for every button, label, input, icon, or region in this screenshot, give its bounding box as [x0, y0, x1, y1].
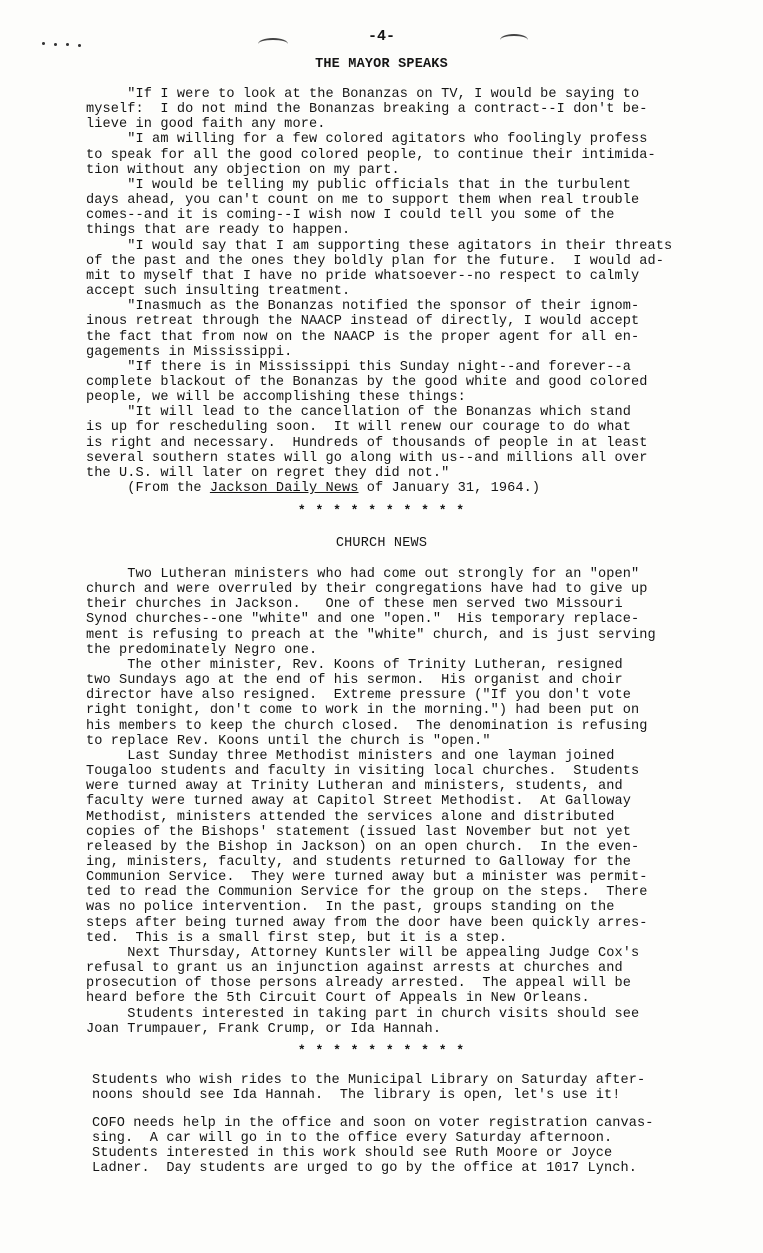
- text-line: released by the Bishop in Jackson) on an open church. In the even-: [86, 839, 640, 855]
- text-line: were turned away at Trinity Lutheran and ministers, students, and: [86, 779, 623, 795]
- text-line: was no police intervention. In the past, groups standing on the: [86, 900, 615, 916]
- text-line: refusal to grant us an injunction against arrests at churches and: [86, 961, 623, 977]
- text-line: "I would be telling my public officials that in the turbulent: [86, 177, 631, 193]
- text-line: things that are ready to happen.: [86, 223, 351, 239]
- text-line: comes--and it is coming--I wish now I could tell you some of the: [86, 208, 615, 224]
- section-separator: * * * * * * * * * *: [297, 1043, 466, 1058]
- text-line: days ahead, you can't count on me to support them when real trouble: [86, 193, 640, 209]
- text-line: ted. This is a small first step, but it is a step.: [86, 930, 508, 946]
- text-line: is right and necessary. Hundreds of thousands of people in at least: [86, 435, 648, 451]
- mayor-source-line: [86, 481, 540, 496]
- text-line: ing, ministers, faculty, and students returned to Galloway for the: [86, 854, 631, 870]
- text-line: Communion Service. They were turned away but a minister was permit-: [86, 870, 648, 886]
- text-line: lieve in good faith any more.: [86, 117, 326, 133]
- text-line: "I would say that I am supporting these agitators in their threats: [86, 238, 673, 254]
- text-line: the U.S. will later on regret they did not.": [86, 465, 450, 481]
- text-line: The other minister, Rev. Koons of Trinity Lutheran, resigned: [86, 657, 623, 673]
- text-line: of the past and the ones they boldly plan for the future. I would ad-: [86, 253, 665, 269]
- text-line: the predominately Negro one.: [86, 642, 318, 658]
- text-line: inous retreat through the NAACP instead of directly, I would accept: [86, 314, 640, 330]
- text-line: Synod churches--one "white" and one "open." His temporary replace-: [86, 612, 640, 628]
- text-line: Ladner. Day students are urged to go by the office at 1017 Lynch.: [92, 1161, 637, 1177]
- cofo-notice: [92, 1116, 654, 1177]
- text-line: COFO needs help in the office and soon on voter registration canvas-: [92, 1116, 654, 1131]
- library-notice: [92, 1073, 645, 1103]
- text-line: church and were overruled by their congregations have had to give up: [86, 582, 648, 598]
- text-line: Students interested in this work should see Ruth Moore or Joyce: [92, 1146, 613, 1162]
- text-line: myself: I do not mind the Bonanzas breaking a contract--I don't be-: [86, 102, 648, 118]
- section-heading-mayor: THE MAYOR SPEAKS: [315, 57, 448, 72]
- text-line: Two Lutheran ministers who had come out strongly for an "open": [86, 567, 640, 582]
- section-separator: * * * * * * * * * *: [297, 503, 466, 518]
- church-article: [86, 567, 656, 1037]
- text-line: sing. A car will go in to the office every Saturday afternoon.: [92, 1131, 613, 1147]
- text-line: complete blackout of the Bonanzas by the good white and good colored: [86, 374, 648, 390]
- section-heading-church: CHURCH NEWS: [335, 536, 428, 551]
- text-line: director have also resigned. Extreme pressure ("If you don't vote: [86, 688, 631, 704]
- text-line: faculty were turned away at Capitol Street Methodist. At Galloway: [86, 794, 631, 810]
- source-suffix: of January 31, 1964.): [358, 481, 541, 496]
- text-line: "It will lead to the cancellation of the Bonanzas which stand: [86, 405, 631, 421]
- text-line: accept such insulting treatment.: [86, 284, 351, 300]
- text-line: the fact that from now on the NAACP is the proper agent for all en-: [86, 329, 640, 345]
- text-line: heard before the 5th Circuit Court of Appeals in New Orleans.: [86, 991, 590, 1007]
- text-line: tion without any objection on my part.: [86, 162, 400, 178]
- text-line: Students who wish rides to the Municipal Library on Saturday after-: [92, 1073, 646, 1088]
- text-line: Next Thursday, Attorney Kuntsler will be appealing Judge Cox's: [86, 945, 640, 961]
- page-number: -4-: [367, 28, 395, 45]
- text-line: to replace Rev. Koons until the church is "open.": [86, 733, 491, 749]
- text-line: his members to keep the church closed. The denomination is refusing: [86, 718, 648, 734]
- text-line: "Inasmuch as the Bonanzas notified the sponsor of their ignom-: [86, 299, 640, 315]
- source-newspaper: Jackson Daily News: [209, 481, 359, 496]
- text-line: two Sundays ago at the end of his sermon. His organist and choir: [86, 673, 623, 689]
- text-line: noons should see Ida Hannah. The library is open, let's use it!: [92, 1088, 621, 1104]
- text-line: "If there is in Mississippi this Sunday night--and forever--a: [86, 359, 631, 375]
- text-line: mit to myself that I have no pride whatsoever--no respect to calmly: [86, 268, 640, 284]
- text-line: Joan Trumpauer, Frank Crump, or Ida Hannah.: [86, 1021, 442, 1037]
- text-line: "If I were to look at the Bonanzas on TV, I would be saying to: [86, 87, 640, 102]
- text-line: gagements in Mississippi.: [86, 344, 293, 360]
- text-line: Students interested in taking part in church visits should see: [86, 1006, 640, 1022]
- text-line: right tonight, don't come to work in the morning.") had been put on: [86, 703, 640, 719]
- text-line: is up for rescheduling soon. It will renew our courage to do what: [86, 420, 631, 436]
- text-line: steps after being turned away from the door have been quickly arres-: [86, 915, 648, 931]
- text-line: people, we will be accomplishing these things:: [86, 390, 466, 406]
- text-line: several southern states will go along with us--and millions all over: [86, 450, 648, 466]
- text-line: prosecution of those persons already arrested. The appeal will be: [86, 976, 631, 992]
- text-line: "I am willing for a few colored agitators who foolingly profess: [86, 132, 648, 148]
- text-line: Tougaloo students and faculty in visiting local churches. Students: [86, 764, 640, 780]
- text-line: ted to read the Communion Service for the group on the steps. There: [86, 885, 648, 901]
- text-line: copies of the Bishops' statement (issued last November but not yet: [86, 824, 631, 840]
- text-line: their churches in Jackson. One of these men served two Missouri: [86, 597, 623, 613]
- text-line: Last Sunday three Methodist ministers and one layman joined: [86, 748, 615, 764]
- text-line: to speak for all the good colored people, to continue their intimida-: [86, 147, 656, 163]
- source-prefix: (From the: [86, 481, 210, 496]
- text-line: Methodist, ministers attended the services alone and distributed: [86, 809, 615, 825]
- text-line: ment is refusing to preach at the "white" church, and is just serving: [86, 627, 656, 643]
- mayor-article: [86, 87, 672, 481]
